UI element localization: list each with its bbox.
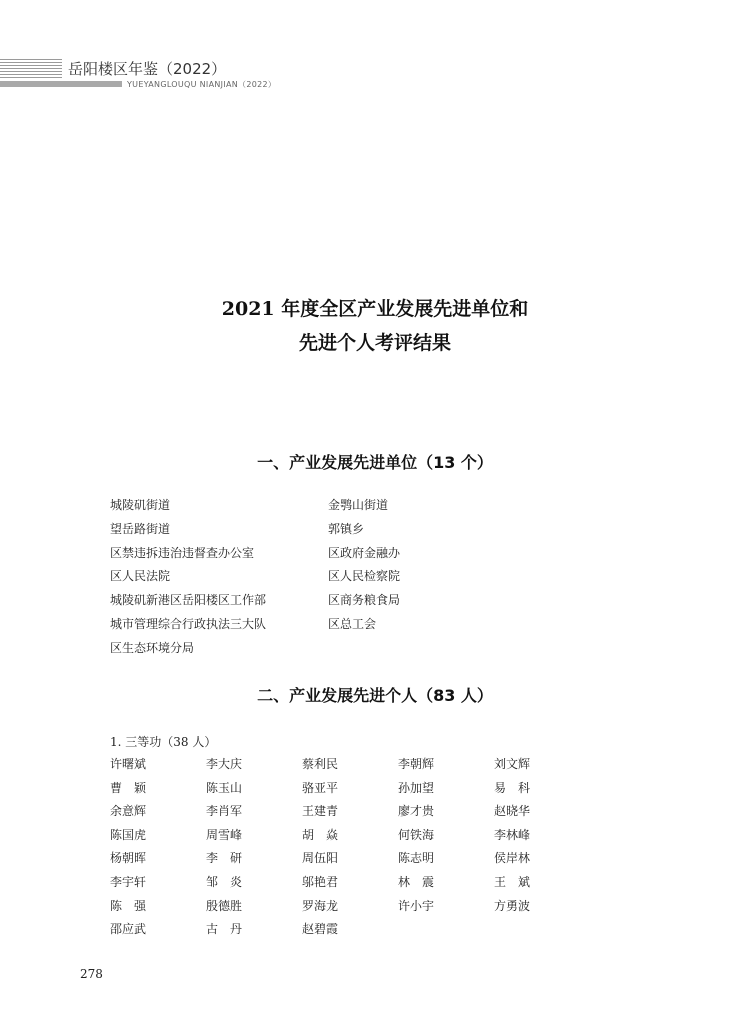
person-name: 周伍阳 <box>302 851 339 866</box>
person-name: 胡 焱 <box>302 827 339 842</box>
section-2-heading: 二、产业发展先进个人（83 人） <box>257 686 493 705</box>
person-name: 余意辉 <box>110 804 147 819</box>
person-name: 孙加望 <box>398 780 435 795</box>
people-row <box>110 753 540 777</box>
unit-item: 区商务粮食局 <box>328 593 401 608</box>
grade-label-third-class-merit: 1. 三等功（38 人） <box>110 735 217 749</box>
person-name: 陈玉山 <box>206 780 243 795</box>
unit-item: 区总工会 <box>328 616 377 631</box>
unit-item: 区禁违拆违治违督查办公室 <box>110 545 255 560</box>
person-name: 廖才贵 <box>398 804 435 819</box>
units-right-column <box>328 494 400 637</box>
header-decorative-bar <box>0 81 122 87</box>
person-name: 许曙斌 <box>110 757 147 771</box>
section-1-heading: 一、产业发展先进单位（13 个） <box>257 453 493 472</box>
units-left-column <box>110 494 266 661</box>
person-name: 李肖军 <box>206 804 243 819</box>
person-name: 王建青 <box>302 804 339 819</box>
person-name: 邬艳君 <box>302 874 339 889</box>
person-name: 邵应武 <box>110 922 147 937</box>
people-row <box>110 777 540 801</box>
person-name: 陈 强 <box>110 898 147 913</box>
unit-item: 城陵矶新港区岳阳楼区工作部 <box>110 593 267 608</box>
unit-item: 金鹗山街道 <box>328 498 389 512</box>
page-title <box>0 292 750 360</box>
unit-item: 郭镇乡 <box>328 521 365 536</box>
person-name: 李林峰 <box>494 827 531 842</box>
person-name: 蔡利民 <box>302 757 339 771</box>
person-name: 邹 炎 <box>206 874 243 889</box>
person-name: 曹 颖 <box>110 780 147 795</box>
unit-item: 区人民检察院 <box>328 569 401 584</box>
page-title-line-1: 2021 年度全区产业发展先进单位和 <box>221 298 529 320</box>
page-number: 278 <box>80 967 103 981</box>
people-row <box>110 847 540 871</box>
person-name: 李宇轩 <box>110 874 147 889</box>
unit-item: 望岳路街道 <box>110 521 171 536</box>
person-name: 杨朝晖 <box>110 851 147 866</box>
person-name: 刘文辉 <box>494 757 531 771</box>
person-name: 古 丹 <box>206 922 243 937</box>
person-name: 易 科 <box>494 780 531 795</box>
person-name: 骆亚平 <box>302 780 339 795</box>
unit-item: 区生态环境分局 <box>110 640 195 655</box>
people-row <box>110 895 540 919</box>
page-title-line-2: 先进个人考评结果 <box>298 332 451 354</box>
person-name: 林 震 <box>398 874 435 889</box>
person-name: 陈志明 <box>398 851 435 866</box>
running-header-subtitle: YUEYANGLOUQU NIANJIAN（2022） <box>127 80 277 89</box>
people-row <box>110 824 540 848</box>
person-name: 李朝辉 <box>398 757 435 771</box>
person-name: 殷德胜 <box>206 898 243 913</box>
person-name: 陈国虎 <box>110 827 147 842</box>
unit-item: 区人民法院 <box>110 569 171 584</box>
person-name: 赵碧霞 <box>302 922 339 937</box>
person-name: 何铁海 <box>398 827 435 842</box>
person-name: 方勇波 <box>494 898 531 913</box>
header-decorative-stripes <box>0 59 62 79</box>
unit-item: 区政府金融办 <box>328 545 401 560</box>
person-name: 赵晓华 <box>494 804 531 819</box>
running-header-title: 岳阳楼区年鉴（2022） <box>68 60 227 78</box>
people-row <box>110 800 540 824</box>
person-name: 侯岸林 <box>494 851 531 866</box>
person-name: 周雪峰 <box>206 827 243 842</box>
person-name: 许小宇 <box>398 898 435 913</box>
advanced-individuals-grid <box>110 753 540 942</box>
person-name: 李大庆 <box>206 757 243 771</box>
person-name: 王 斌 <box>494 874 531 889</box>
people-row <box>110 918 540 942</box>
unit-item: 城市管理综合行政执法三大队 <box>110 616 267 631</box>
person-name: 罗海龙 <box>302 898 339 913</box>
unit-item: 城陵矶街道 <box>110 498 171 512</box>
people-row <box>110 871 540 895</box>
person-name: 李 研 <box>206 851 243 866</box>
